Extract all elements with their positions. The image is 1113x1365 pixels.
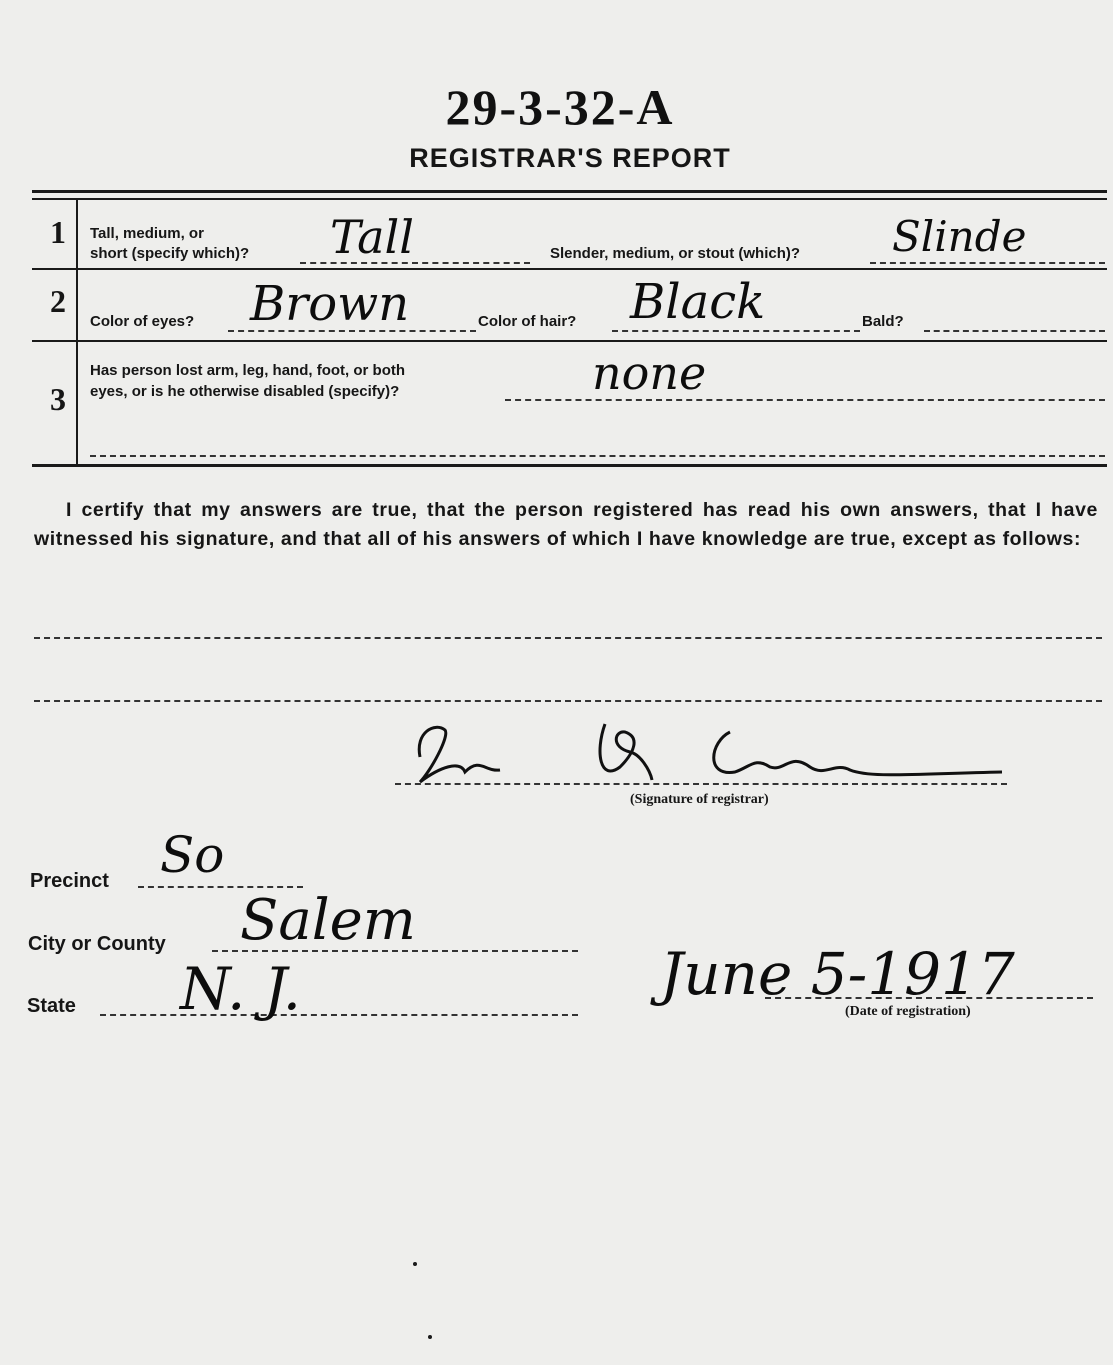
exception-line-2 [34, 700, 1102, 702]
exception-line-1 [34, 637, 1102, 639]
speck [413, 1262, 417, 1266]
serial-number-stamp: 29-3-32-A [445, 79, 675, 135]
state-line [100, 1014, 578, 1016]
bald-answer-line [924, 330, 1105, 332]
row-rule-1 [32, 268, 1107, 270]
question-number-2: 2 [50, 283, 66, 319]
build-label: Slender, medium, or stout (which)? [550, 245, 801, 262]
height-answer: Tall [330, 210, 414, 264]
state-value: N. J. [180, 955, 302, 1023]
date-line [765, 997, 1093, 999]
hair-answer: Black [630, 274, 766, 330]
disability-label-line2: eyes, or is he otherwise disabled (specify)? [90, 383, 400, 400]
number-column-rule [76, 198, 78, 464]
row-rule-2 [32, 340, 1107, 342]
date-caption: (Date of registration) [845, 1004, 971, 1019]
eyes-answer: Brown [250, 276, 410, 332]
form-title: REGISTRAR'S REPORT [409, 143, 731, 173]
build-answer: Slinde [892, 212, 1027, 261]
question-number-3: 3 [50, 381, 66, 417]
question-number-1: 1 [50, 214, 66, 250]
height-label-line1: Tall, medium, or [90, 225, 204, 242]
certification-text: I certify that my answers are true, that the person registered has read his own answers, that I have witnessed his signature, and that all of his answers of which I have knowledge are true, except as follows: [34, 499, 1098, 550]
eyes-label: Color of eyes? [90, 313, 195, 330]
disability-answer: none [592, 346, 707, 400]
top-rule [32, 190, 1107, 193]
bottom-rule [32, 464, 1107, 467]
speck [428, 1335, 432, 1339]
signature-caption: (Signature of registrar) [630, 792, 769, 807]
top-rule-secondary [32, 198, 1107, 200]
city-county-label: City or County [28, 933, 166, 955]
city-county-value: Salem [240, 888, 416, 953]
disability-extra-line [90, 455, 1105, 457]
disability-label-line1: Has person lost arm, leg, hand, foot, or both [90, 362, 406, 379]
build-answer-line [870, 262, 1105, 264]
height-label-line2: short (specify which)? [90, 245, 250, 262]
state-label: State [27, 995, 76, 1017]
precinct-value: So [160, 826, 225, 884]
hair-answer-line [612, 330, 860, 332]
hair-label: Color of hair? [478, 313, 577, 330]
precinct-label: Precinct [30, 870, 109, 892]
bald-label: Bald? [862, 313, 904, 330]
registration-date-value: June 5-1917 [660, 940, 1015, 1008]
signature-line [395, 783, 1007, 785]
